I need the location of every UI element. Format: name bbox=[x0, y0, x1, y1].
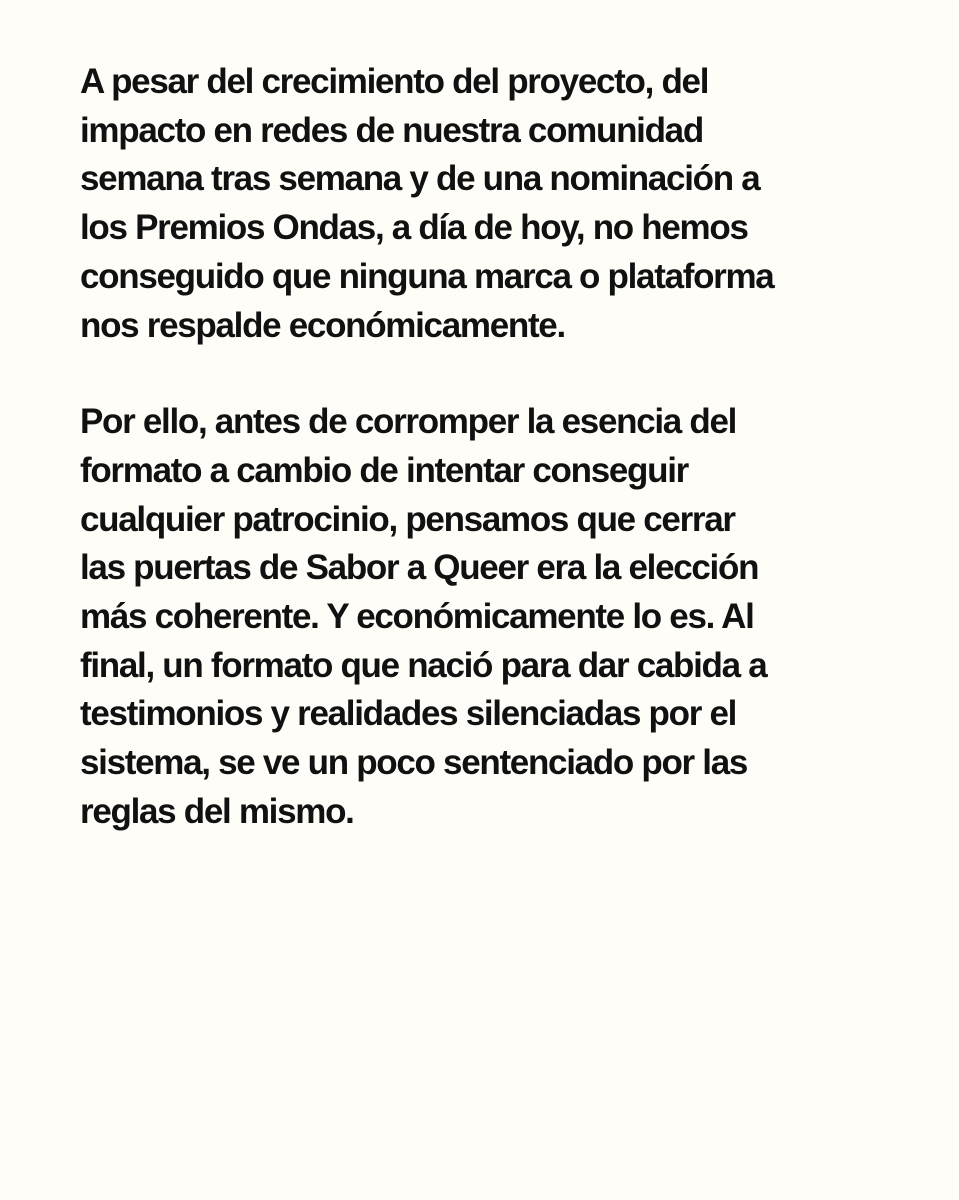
text-line: conseguido que ninguna marca o plataforma bbox=[80, 256, 774, 296]
text-line: cualquier patrocinio, pensamos que cerrar bbox=[80, 499, 735, 539]
text-line: las puertas de Sabor a Queer era la elección bbox=[80, 548, 759, 588]
text-line: impacto en redes de nuestra comunidad bbox=[80, 110, 703, 150]
paragraph-1 bbox=[80, 58, 880, 350]
text-line: A pesar del crecimiento del proyecto, del bbox=[80, 62, 709, 101]
text-line: nos respalde económicamente. bbox=[80, 305, 565, 345]
text-line: testimonios y realidades silenciadas por el bbox=[80, 694, 737, 734]
text-line: formato a cambio de intentar conseguir bbox=[80, 450, 688, 490]
text-line: final, un formato que nació para dar cabida a bbox=[80, 645, 767, 685]
text-line: Por ello, antes de corromper la esencia del bbox=[80, 402, 737, 442]
text-line: más coherente. Y económicamente lo es. Al bbox=[80, 597, 754, 637]
text-line: los Premios Ondas, a día de hoy, no hemos bbox=[80, 208, 748, 248]
body-text bbox=[80, 58, 880, 837]
text-line: sistema, se ve un poco sentenciado por las bbox=[80, 743, 748, 783]
paragraph-2 bbox=[80, 398, 880, 836]
text-line: semana tras semana y de una nominación a bbox=[80, 159, 760, 199]
text-line: reglas del mismo. bbox=[80, 791, 354, 831]
